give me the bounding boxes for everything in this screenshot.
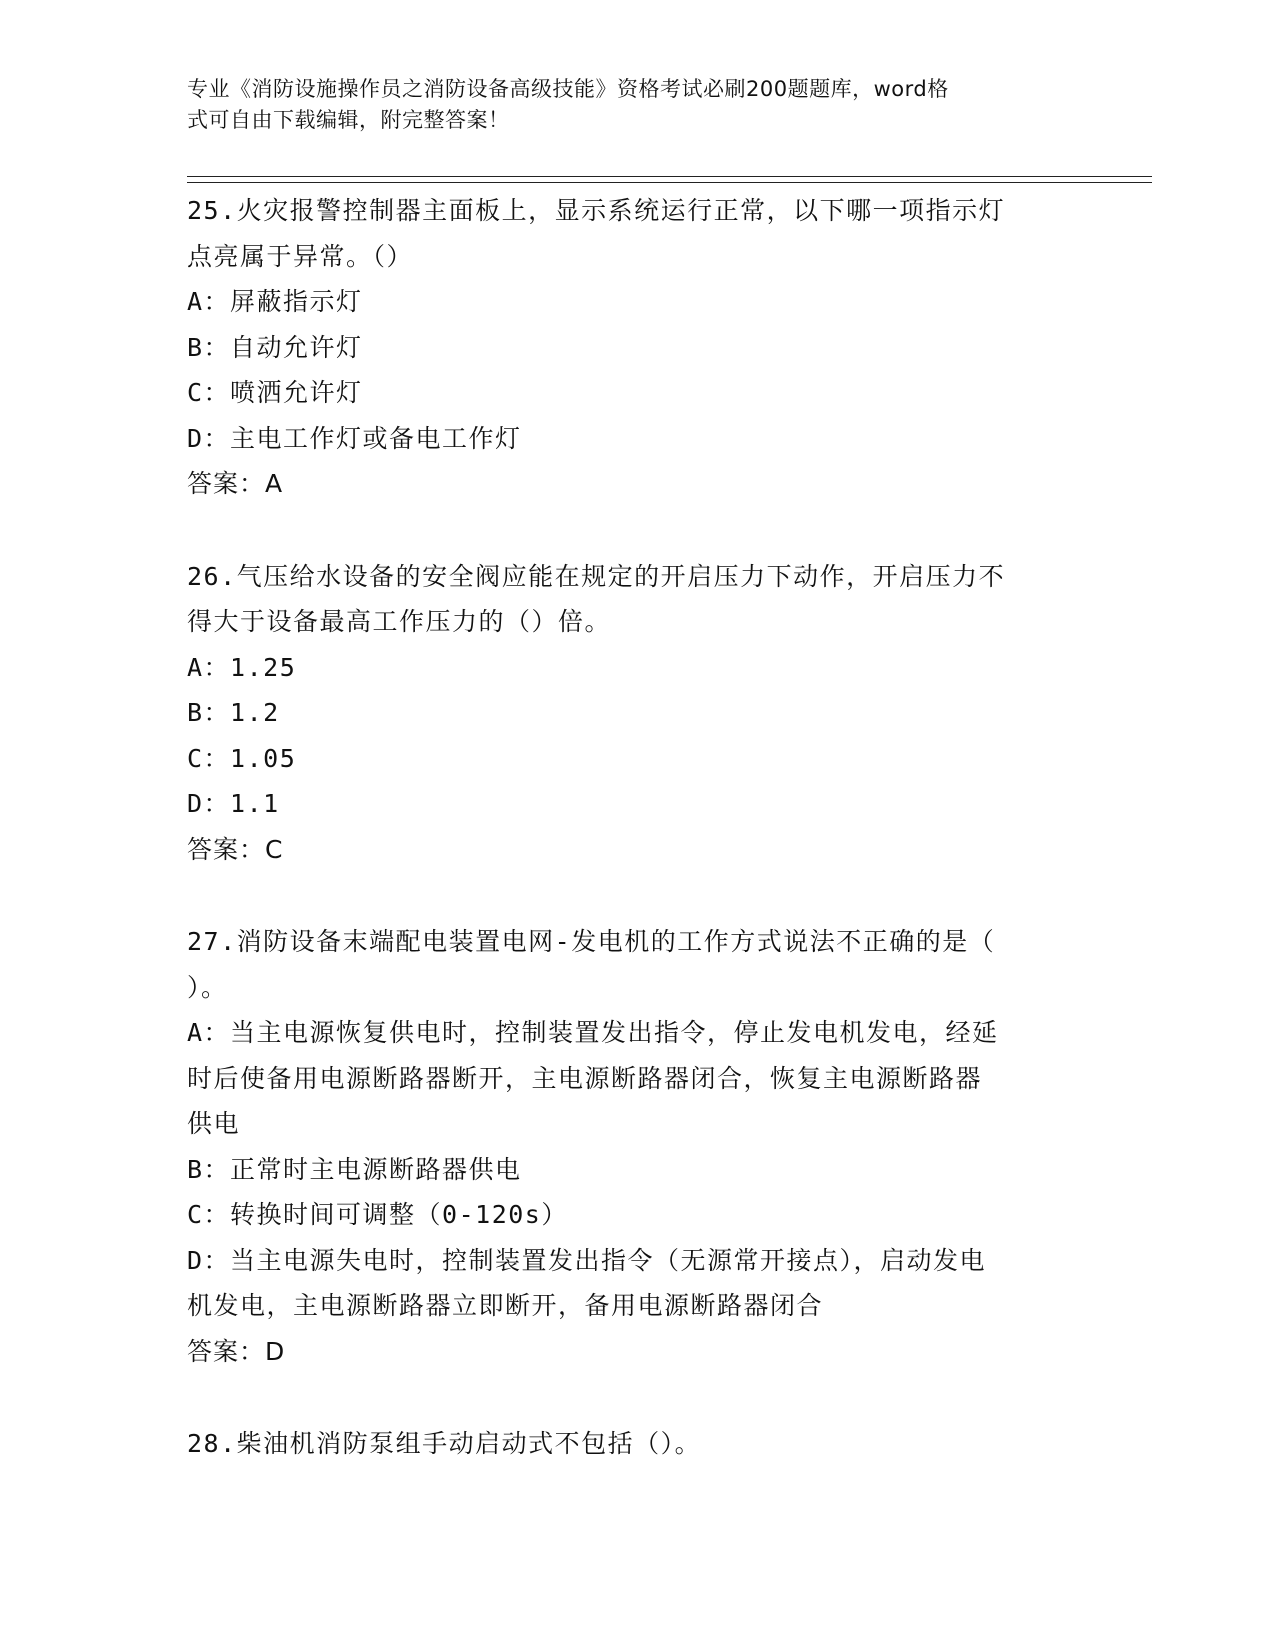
option-a: A：1.25 [187,652,297,682]
option-d: D：1.1 [187,789,280,818]
option-c: C：喷洒允许灯 [187,378,363,407]
question-stem-line: 点亮属于异常。（） [187,241,414,271]
question-block [187,188,1067,507]
question-list [187,188,1067,1467]
option-a: A：当主电源恢复供电时，控制装置发出指令，停止发电机发电，经延 [187,1018,999,1047]
header-divider [187,176,1152,177]
header-line: 式可自由下载编辑，附完整答案！ [187,108,510,132]
answer-line: 答案：A [187,469,284,498]
question-block [187,919,1067,1374]
document-header [187,74,1067,136]
question-block [187,1421,1067,1467]
question-stem-line: 28.柴油机消防泵组手动启动式不包括（）。 [187,1429,702,1458]
option-a-continued: 时后使备用电源断路器断开，主电源断路器闭合，恢复主电源断路器 [187,1063,983,1093]
answer-line: 答案：D [187,1336,286,1366]
option-b: B：1.2 [187,698,280,727]
option-b: B：正常时主电源断路器供电 [187,1154,522,1184]
question-stem-line: 27.消防设备末端配电装置电网-发电机的工作方式说法不正确的是（ [187,927,996,956]
question-stem-line: 25.火灾报警控制器主面板上，显示系统运行正常，以下哪一项指示灯 [187,196,1006,225]
option-d: D：主电工作灯或备电工作灯 [187,423,522,453]
header-divider [187,182,1152,183]
option-d: D：当主电源失电时，控制装置发出指令（无源常开接点），启动发电 [187,1245,987,1275]
option-a: A：屏蔽指示灯 [187,287,363,316]
question-block [187,554,1067,873]
question-stem-line: ）。 [187,972,228,1002]
answer-line: 答案：C [187,834,284,864]
option-c: C：1.05 [187,743,297,773]
option-c: C：转换时间可调整（0-120s） [187,1200,568,1229]
question-stem-line: 得大于设备最高工作压力的（）倍。 [187,607,612,636]
option-d-continued: 机发电，主电源断路器立即断开，备用电源断路器闭合 [187,1291,824,1320]
question-stem-line: 26.气压给水设备的安全阀应能在规定的开启压力下动作，开启压力不 [187,561,1006,591]
option-a-continued: 供电 [187,1109,241,1138]
option-b: B：自动允许灯 [187,332,363,362]
header-line: 专业《消防设施操作员之消防设备高级技能》资格考试必刷200题题库，word格 [187,77,949,101]
